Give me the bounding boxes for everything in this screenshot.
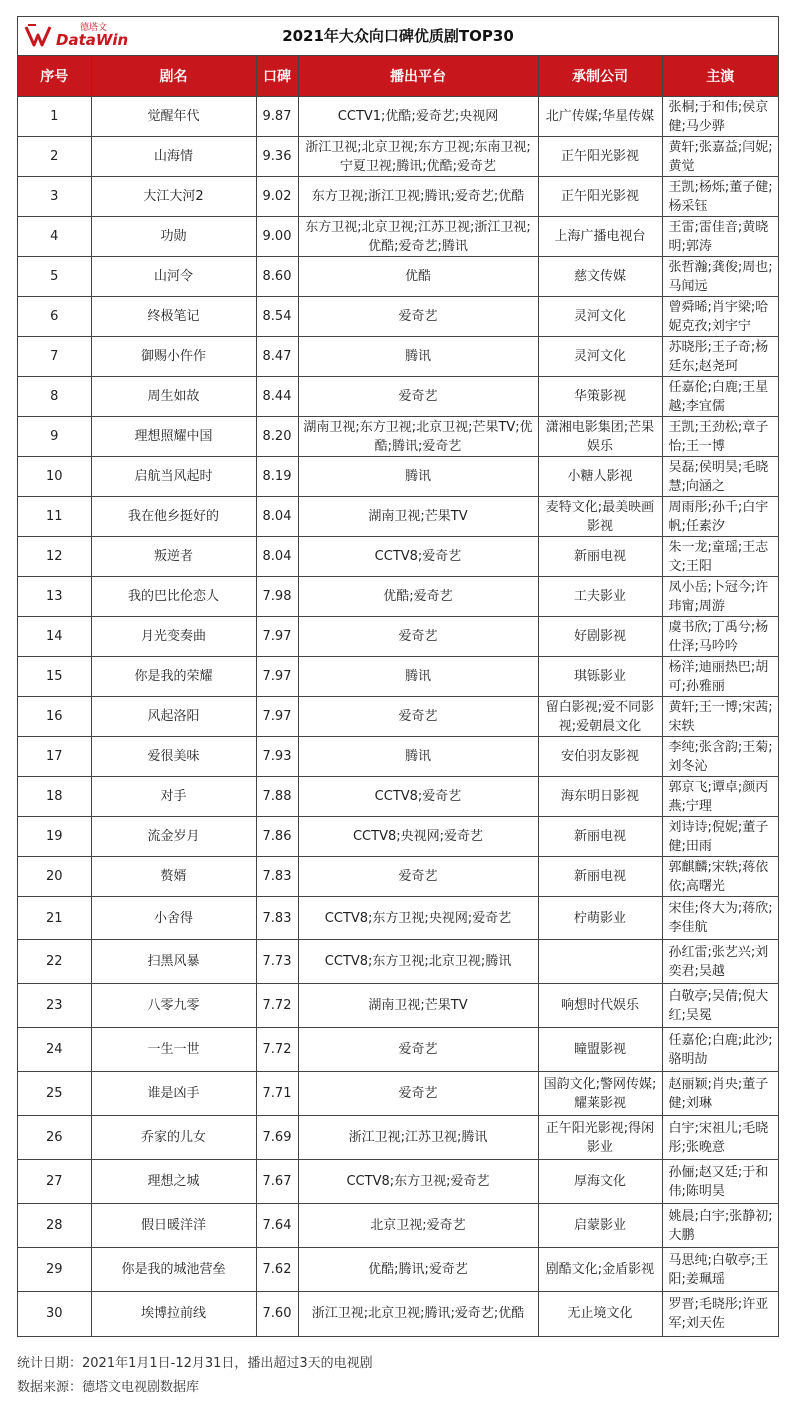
cell-cast: 姚晨;白宇;张静初;大鹏 xyxy=(662,1204,778,1248)
table-row xyxy=(18,657,778,697)
cell-rank: 6 xyxy=(18,297,91,337)
cell-platform: CCTV8;东方卫视;爱奇艺 xyxy=(298,1160,538,1204)
cell-company: 厚海文化 xyxy=(538,1160,662,1204)
cell-platform: 爱奇艺 xyxy=(298,1072,538,1116)
cell-cast: 郭麒麟;宋轶;蒋依依;高曙光 xyxy=(662,857,778,897)
cell-rank: 19 xyxy=(18,817,91,857)
cell-score: 8.20 xyxy=(256,417,298,457)
table-row xyxy=(18,940,778,984)
logo-cn-text: 德塔文 xyxy=(80,23,108,33)
table-row xyxy=(18,537,778,577)
table-row xyxy=(18,857,778,897)
cell-company: 柠萌影业 xyxy=(538,897,662,940)
logo-en-text: DataWin xyxy=(56,31,129,49)
table-row xyxy=(18,777,778,817)
table-row xyxy=(18,417,778,457)
table-row xyxy=(18,97,778,137)
cell-drama-name: 八零九零 xyxy=(91,984,256,1028)
cell-platform: 爱奇艺 xyxy=(298,1028,538,1072)
table-row xyxy=(18,577,778,617)
cell-cast: 马思纯;白敬亭;王阳;姜珮瑶 xyxy=(662,1248,778,1292)
cell-rank: 28 xyxy=(18,1204,91,1248)
cell-rank: 18 xyxy=(18,777,91,817)
cell-rank: 17 xyxy=(18,737,91,777)
cell-score: 7.97 xyxy=(256,657,298,697)
cell-drama-name: 小舍得 xyxy=(91,897,256,940)
cell-company: 北广传媒;华星传媒 xyxy=(538,97,662,137)
cell-drama-name: 假日暖洋洋 xyxy=(91,1204,256,1248)
cell-platform: 爱奇艺 xyxy=(298,297,538,337)
cell-cast: 朱一龙;童瑶;王志文;王阳 xyxy=(662,537,778,577)
cell-cast: 黄轩;张嘉益;闫妮;黄觉 xyxy=(662,137,778,177)
cell-company: 华策影视 xyxy=(538,377,662,417)
cell-score: 7.67 xyxy=(256,1160,298,1204)
cell-score: 7.83 xyxy=(256,857,298,897)
cell-cast: 白敬亭;吴倩;倪大红;吴冕 xyxy=(662,984,778,1028)
cell-platform: 东方卫视;浙江卫视;腾讯;爱奇艺;优酷 xyxy=(298,177,538,217)
cell-platform: CCTV1;优酷;爱奇艺;央视网 xyxy=(298,97,538,137)
cell-platform: 爱奇艺 xyxy=(298,857,538,897)
header-company: 承制公司 xyxy=(538,56,662,97)
cell-cast: 张哲瀚;龚俊;周也;马闻远 xyxy=(662,257,778,297)
cell-rank: 1 xyxy=(18,97,91,137)
cell-score: 7.97 xyxy=(256,697,298,737)
cell-platform: 优酷;爱奇艺 xyxy=(298,577,538,617)
cell-cast: 王雷;雷佳音;黄晓明;郭涛 xyxy=(662,217,778,257)
cell-company: 无止境文化 xyxy=(538,1292,662,1336)
cell-platform: CCTV8;爱奇艺 xyxy=(298,777,538,817)
cell-drama-name: 风起洛阳 xyxy=(91,697,256,737)
cell-cast: 凤小岳;卜冠今;许玮甯;周游 xyxy=(662,577,778,617)
cell-company: 响想时代娱乐 xyxy=(538,984,662,1028)
cell-drama-name: 功勋 xyxy=(91,217,256,257)
cell-rank: 16 xyxy=(18,697,91,737)
cell-cast: 刘诗诗;倪妮;董子健;田雨 xyxy=(662,817,778,857)
cell-drama-name: 扫黑风暴 xyxy=(91,940,256,984)
cell-company: 海东明日影视 xyxy=(538,777,662,817)
stat-date-note: 统计日期：2021年1月1日-12月31日，播出超过3天的电视剧 xyxy=(17,1356,373,1371)
table-row xyxy=(18,1248,778,1292)
cell-score: 7.71 xyxy=(256,1072,298,1116)
cell-drama-name: 山河令 xyxy=(91,257,256,297)
cell-rank: 10 xyxy=(18,457,91,497)
cell-platform: 浙江卫视;北京卫视;东方卫视;东南卫视;宁夏卫视;腾讯;优酷;爱奇艺 xyxy=(298,137,538,177)
ranking-table xyxy=(18,56,778,1336)
cell-platform: 爱奇艺 xyxy=(298,377,538,417)
cell-cast: 任嘉伦;白鹿;此沙;骆明劼 xyxy=(662,1028,778,1072)
cell-platform: 腾讯 xyxy=(298,737,538,777)
cell-cast: 周雨彤;孙千;白宇帆;任素汐 xyxy=(662,497,778,537)
cell-drama-name: 终极笔记 xyxy=(91,297,256,337)
cell-drama-name: 叛逆者 xyxy=(91,537,256,577)
cell-cast: 罗晋;毛晓彤;许亚军;刘天佐 xyxy=(662,1292,778,1336)
cell-platform: 优酷;腾讯;爱奇艺 xyxy=(298,1248,538,1292)
cell-company: 灵河文化 xyxy=(538,297,662,337)
cell-drama-name: 你是我的荣耀 xyxy=(91,657,256,697)
cell-platform: 腾讯 xyxy=(298,457,538,497)
table-row xyxy=(18,377,778,417)
cell-score: 7.88 xyxy=(256,777,298,817)
header-cast: 主演 xyxy=(662,56,778,97)
header-rank: 序号 xyxy=(18,56,91,97)
cell-drama-name: 埃博拉前线 xyxy=(91,1292,256,1336)
table-row xyxy=(18,1160,778,1204)
cell-cast: 苏晓彤;王子奇;杨廷东;赵尧珂 xyxy=(662,337,778,377)
cell-drama-name: 觉醒年代 xyxy=(91,97,256,137)
cell-company: 启蒙影业 xyxy=(538,1204,662,1248)
cell-platform: 腾讯 xyxy=(298,657,538,697)
cell-rank: 21 xyxy=(18,897,91,940)
cell-platform: 爱奇艺 xyxy=(298,697,538,737)
cell-drama-name: 一生一世 xyxy=(91,1028,256,1072)
cell-company: 瞳盟影视 xyxy=(538,1028,662,1072)
cell-rank: 5 xyxy=(18,257,91,297)
cell-cast: 孙俪;赵又廷;于和伟;陈明昊 xyxy=(662,1160,778,1204)
table-row xyxy=(18,457,778,497)
cell-rank: 30 xyxy=(18,1292,91,1336)
cell-drama-name: 赘婿 xyxy=(91,857,256,897)
cell-score: 9.36 xyxy=(256,137,298,177)
cell-company: 上海广播电视台 xyxy=(538,217,662,257)
cell-cast: 宋佳;佟大为;蒋欣;李佳航 xyxy=(662,897,778,940)
cell-company: 正午阳光影视 xyxy=(538,177,662,217)
cell-platform: CCTV8;东方卫视;北京卫视;腾讯 xyxy=(298,940,538,984)
cell-cast: 白宇;宋祖儿;毛晓彤;张晚意 xyxy=(662,1116,778,1160)
table-row xyxy=(18,337,778,377)
cell-cast: 虞书欣;丁禹兮;杨仕泽;马吟吟 xyxy=(662,617,778,657)
cell-platform: 北京卫视;爱奇艺 xyxy=(298,1204,538,1248)
cell-drama-name: 你是我的城池营垒 xyxy=(91,1248,256,1292)
cell-cast: 曾舜晞;肖宇梁;哈妮克孜;刘宇宁 xyxy=(662,297,778,337)
cell-platform: CCTV8;爱奇艺 xyxy=(298,537,538,577)
cell-platform: 湖南卫视;芒果TV xyxy=(298,984,538,1028)
cell-platform: CCTV8;央视网;爱奇艺 xyxy=(298,817,538,857)
cell-score: 7.86 xyxy=(256,817,298,857)
cell-cast: 赵丽颖;肖央;董子健;刘琳 xyxy=(662,1072,778,1116)
cell-score: 8.47 xyxy=(256,337,298,377)
cell-score: 8.60 xyxy=(256,257,298,297)
table-row xyxy=(18,617,778,657)
cell-rank: 11 xyxy=(18,497,91,537)
cell-score: 7.64 xyxy=(256,1204,298,1248)
cell-company: 好剧影视 xyxy=(538,617,662,657)
cell-rank: 7 xyxy=(18,337,91,377)
cell-platform: 优酷 xyxy=(298,257,538,297)
table-row xyxy=(18,737,778,777)
table-row xyxy=(18,297,778,337)
cell-company: 工夫影业 xyxy=(538,577,662,617)
cell-cast: 王凯;王劲松;章子怡;王一博 xyxy=(662,417,778,457)
cell-score: 9.87 xyxy=(256,97,298,137)
cell-score: 7.60 xyxy=(256,1292,298,1336)
table-row xyxy=(18,257,778,297)
cell-platform: CCTV8;东方卫视;央视网;爱奇艺 xyxy=(298,897,538,940)
cell-score: 8.44 xyxy=(256,377,298,417)
header-name: 剧名 xyxy=(91,56,256,97)
cell-company: 安伯羽友影视 xyxy=(538,737,662,777)
table-row xyxy=(18,1292,778,1336)
cell-cast: 杨洋;迪丽热巴;胡可;孙雅丽 xyxy=(662,657,778,697)
cell-drama-name: 谁是凶手 xyxy=(91,1072,256,1116)
table-row xyxy=(18,1116,778,1160)
cell-company: 慈文传媒 xyxy=(538,257,662,297)
cell-score: 7.69 xyxy=(256,1116,298,1160)
cell-platform: 爱奇艺 xyxy=(298,617,538,657)
cell-cast: 王凯;杨烁;董子健;杨采钰 xyxy=(662,177,778,217)
cell-score: 8.54 xyxy=(256,297,298,337)
cell-company: 麦特文化;最美映画影视 xyxy=(538,497,662,537)
cell-rank: 27 xyxy=(18,1160,91,1204)
table-row xyxy=(18,897,778,940)
cell-cast: 张桐;于和伟;侯京健;马少骅 xyxy=(662,97,778,137)
cell-company: 灵河文化 xyxy=(538,337,662,377)
cell-rank: 24 xyxy=(18,1028,91,1072)
table-row xyxy=(18,1072,778,1116)
cell-rank: 26 xyxy=(18,1116,91,1160)
table-row xyxy=(18,984,778,1028)
cell-platform: 湖南卫视;芒果TV xyxy=(298,497,538,537)
cell-cast: 郭京飞;谭卓;颜丙燕;宁理 xyxy=(662,777,778,817)
cell-platform: 浙江卫视;江苏卫视;腾讯 xyxy=(298,1116,538,1160)
cell-score: 8.04 xyxy=(256,537,298,577)
cell-rank: 4 xyxy=(18,217,91,257)
cell-company: 国韵文化;警网传媒;耀莱影视 xyxy=(538,1072,662,1116)
cell-rank: 23 xyxy=(18,984,91,1028)
cell-company: 新丽电视 xyxy=(538,857,662,897)
cell-company: 正午阳光影视 xyxy=(538,137,662,177)
title-bar xyxy=(18,17,778,56)
cell-score: 7.98 xyxy=(256,577,298,617)
cell-cast: 孙红雷;张艺兴;刘奕君;吴越 xyxy=(662,940,778,984)
cell-drama-name: 月光变奏曲 xyxy=(91,617,256,657)
cell-rank: 13 xyxy=(18,577,91,617)
footer-notes xyxy=(17,1352,373,1400)
cell-rank: 9 xyxy=(18,417,91,457)
cell-rank: 22 xyxy=(18,940,91,984)
cell-company: 留白影视;爱不同影视;爱朝晨文化 xyxy=(538,697,662,737)
table-body xyxy=(18,97,778,1336)
cell-company: 新丽电视 xyxy=(538,817,662,857)
cell-drama-name: 爱很美味 xyxy=(91,737,256,777)
cell-rank: 8 xyxy=(18,377,91,417)
cell-drama-name: 我在他乡挺好的 xyxy=(91,497,256,537)
cell-drama-name: 周生如故 xyxy=(91,377,256,417)
cell-score: 8.19 xyxy=(256,457,298,497)
table-row xyxy=(18,697,778,737)
cell-cast: 任嘉伦;白鹿;王星越;李宜儒 xyxy=(662,377,778,417)
cell-company: 新丽电视 xyxy=(538,537,662,577)
cell-score: 7.73 xyxy=(256,940,298,984)
cell-cast: 黄轩;王一博;宋茜;宋轶 xyxy=(662,697,778,737)
cell-score: 7.93 xyxy=(256,737,298,777)
cell-cast: 吴磊;侯明昊;毛晓慧;向涵之 xyxy=(662,457,778,497)
cell-score: 7.83 xyxy=(256,897,298,940)
cell-drama-name: 大江大河2 xyxy=(91,177,256,217)
cell-rank: 29 xyxy=(18,1248,91,1292)
cell-platform: 东方卫视;北京卫视;江苏卫视;浙江卫视;优酷;爱奇艺;腾讯 xyxy=(298,217,538,257)
cell-score: 7.72 xyxy=(256,1028,298,1072)
cell-drama-name: 理想照耀中国 xyxy=(91,417,256,457)
cell-score: 7.97 xyxy=(256,617,298,657)
cell-drama-name: 启航当风起时 xyxy=(91,457,256,497)
table-row xyxy=(18,1028,778,1072)
cell-platform: 浙江卫视;北京卫视;腾讯;爱奇艺;优酷 xyxy=(298,1292,538,1336)
cell-company: 正午阳光影视;得闲影业 xyxy=(538,1116,662,1160)
cell-score: 7.72 xyxy=(256,984,298,1028)
table-row xyxy=(18,1204,778,1248)
cell-rank: 12 xyxy=(18,537,91,577)
header-score: 口碑 xyxy=(256,56,298,97)
cell-drama-name: 流金岁月 xyxy=(91,817,256,857)
cell-drama-name: 山海情 xyxy=(91,137,256,177)
cell-rank: 15 xyxy=(18,657,91,697)
cell-score: 7.62 xyxy=(256,1248,298,1292)
cell-company xyxy=(538,940,662,984)
cell-score: 9.00 xyxy=(256,217,298,257)
cell-rank: 14 xyxy=(18,617,91,657)
table-row xyxy=(18,817,778,857)
page-title: 2021年大众向口碑优质剧TOP30 xyxy=(282,27,514,45)
cell-cast: 李纯;张含韵;王菊;刘冬沁 xyxy=(662,737,778,777)
cell-company: 琪铄影业 xyxy=(538,657,662,697)
cell-score: 8.04 xyxy=(256,497,298,537)
cell-company: 小糖人影视 xyxy=(538,457,662,497)
header-platform: 播出平台 xyxy=(298,56,538,97)
table-row xyxy=(18,137,778,177)
cell-rank: 3 xyxy=(18,177,91,217)
cell-drama-name: 对手 xyxy=(91,777,256,817)
table-row xyxy=(18,177,778,217)
cell-platform: 腾讯 xyxy=(298,337,538,377)
cell-drama-name: 理想之城 xyxy=(91,1160,256,1204)
cell-score: 9.02 xyxy=(256,177,298,217)
cell-rank: 20 xyxy=(18,857,91,897)
cell-drama-name: 御赐小仵作 xyxy=(91,337,256,377)
cell-rank: 25 xyxy=(18,1072,91,1116)
ranking-table-frame xyxy=(17,16,779,1337)
table-row xyxy=(18,217,778,257)
cell-drama-name: 我的巴比伦恋人 xyxy=(91,577,256,617)
data-source-note: 数据来源：德塔文电视剧数据库 xyxy=(17,1380,200,1395)
cell-rank: 2 xyxy=(18,137,91,177)
table-row xyxy=(18,497,778,537)
cell-drama-name: 乔家的儿女 xyxy=(91,1116,256,1160)
table-header-row xyxy=(18,56,778,97)
cell-platform: 湖南卫视;东方卫视;北京卫视;芒果TV;优酷;腾讯;爱奇艺 xyxy=(298,417,538,457)
cell-company: 潇湘电影集团;芒果娱乐 xyxy=(538,417,662,457)
cell-company: 剧酷文化;金盾影视 xyxy=(538,1248,662,1292)
